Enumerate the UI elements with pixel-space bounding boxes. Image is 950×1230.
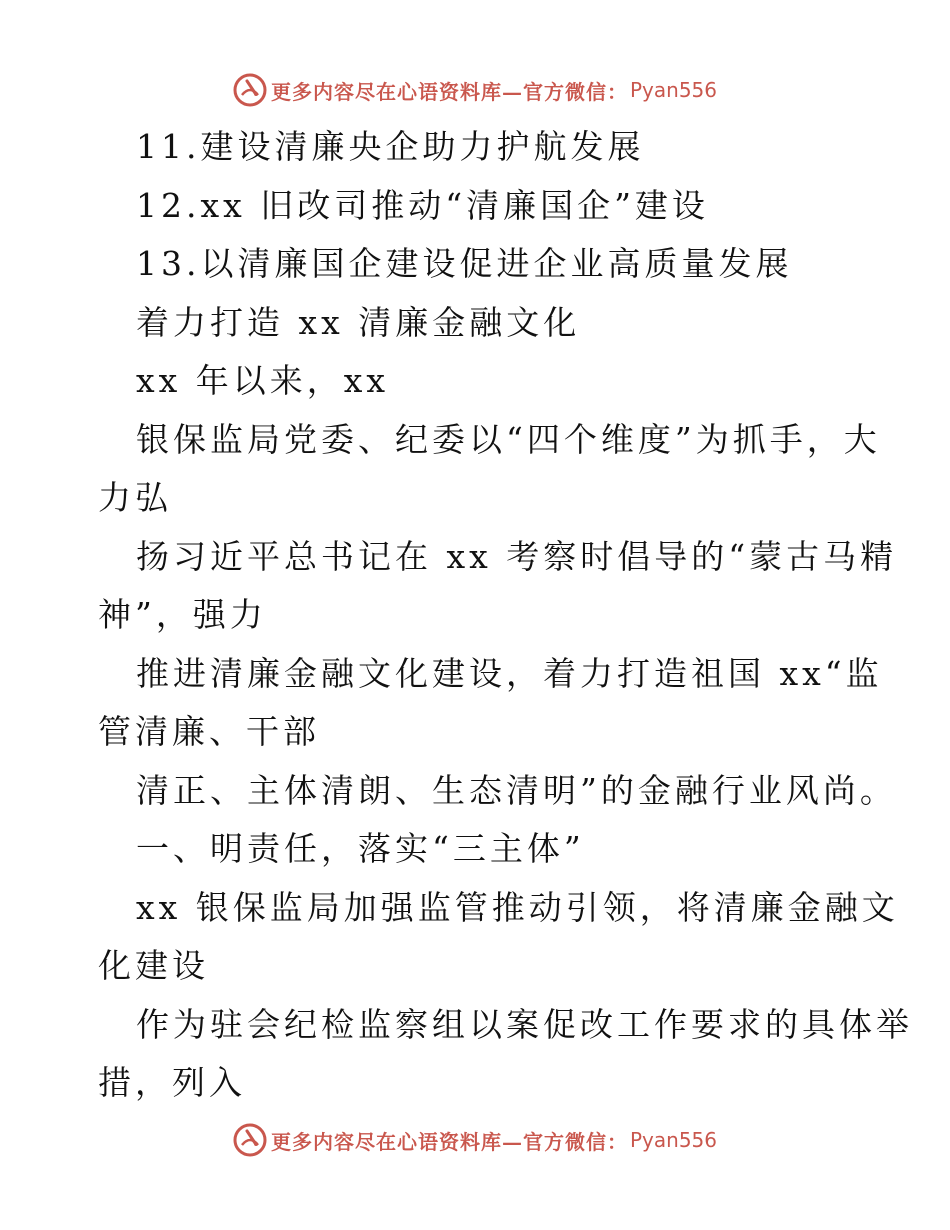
text-line: 清正、主体清朗、生态清明”的金融行业风尚。 — [136, 770, 897, 810]
text-line: 扬习近平总书记在 xx 考察时倡导的“蒙古马精 — [136, 536, 898, 576]
text-line: xx 年以来，xx — [136, 361, 389, 400]
text-line: 推进清廉金融文化建设，着力打造祖国 xx“监 — [136, 653, 883, 693]
text-line: 一、明责任，落实“三主体” — [136, 829, 585, 868]
text-line: 神”，强力 — [98, 595, 267, 634]
text-line: 作为驻会纪检监察组以案促改工作要求的具体举 — [136, 1004, 913, 1044]
footer-watermark — [0, 1120, 950, 1160]
wechat-id: Pyan556 — [629, 1128, 717, 1152]
text-line: 化建设 — [98, 946, 209, 985]
text-line: 力弘 — [98, 478, 172, 517]
watermark-text: 更多内容尽在心语资料库—官方微信： — [270, 79, 628, 104]
text-line: 11.建设清廉央企助力护航发展 — [136, 127, 645, 166]
text-line: 措，列入 — [98, 1063, 246, 1102]
text-line: 着力打造 xx 清廉金融文化 — [136, 302, 581, 342]
wechat-id: Pyan556 — [629, 78, 717, 102]
text-line: 12.xx 旧改司推动“清廉国企”建设 — [136, 185, 709, 225]
watermark-text: 更多内容尽在心语资料库—官方微信： — [270, 1129, 628, 1154]
document-body — [98, 118, 913, 1113]
book-pen-logo-icon — [233, 73, 267, 107]
book-pen-logo-icon — [233, 1123, 267, 1157]
header-watermark — [0, 70, 950, 110]
text-line: 银保监局党委、纪委以“四个维度”为抓手，大 — [136, 419, 881, 459]
text-line: 13.以清廉国企建设促进企业高质量发展 — [136, 244, 793, 283]
text-line: 管清廉、干部 — [98, 712, 320, 751]
text-line: xx 银保监局加强监管推动引领，将清廉金融文 — [136, 887, 899, 927]
